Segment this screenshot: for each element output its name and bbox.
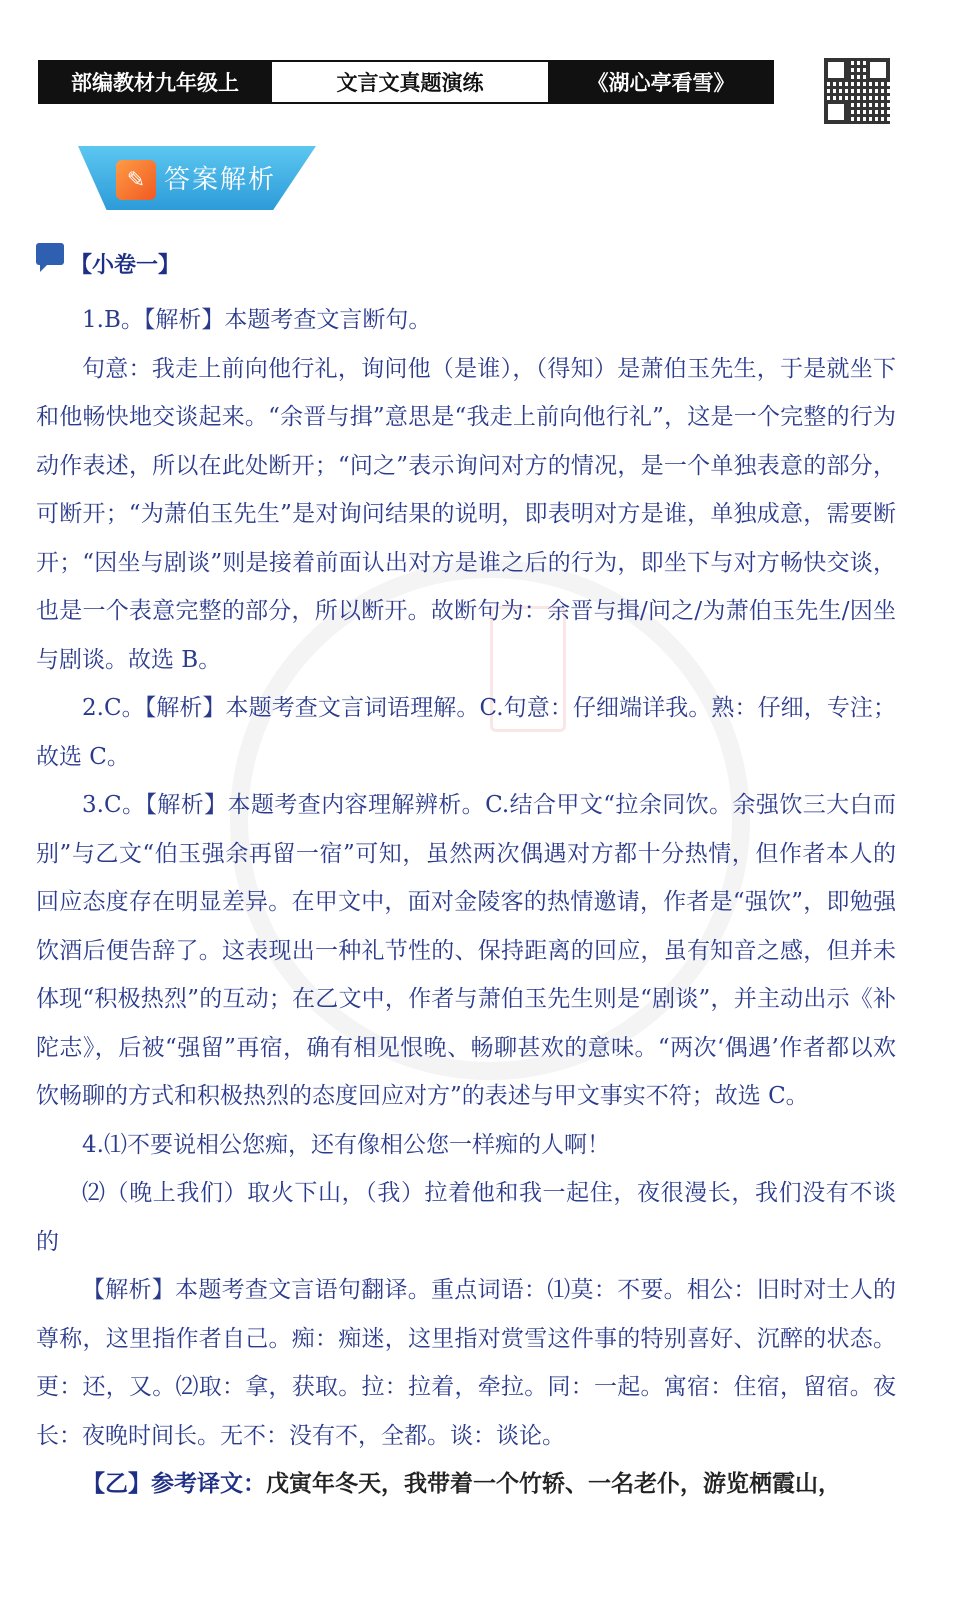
reference-label: 【乙】参考译文： <box>82 1470 266 1497</box>
reference-translation <box>36 1460 896 1509</box>
header-bar <box>38 60 774 104</box>
banner-label: 答案解析 <box>164 165 277 195</box>
section-title: 【小卷一】 <box>70 253 181 278</box>
answer-3: 3.C。【解析】本题考查内容理解辨析。C.结合甲文“拉余同饮。余强饮三大白而别”与乙文“伯玉强余再留一宿”可知，虽然两次偶遇对方都十分热情，但作者本人的回应态度存在明显差异。在甲文中，面对金陵客的热情邀请，作者是“强饮”，即勉强饮酒后便告辞了。这表现出一种礼节性的、保持距离的回应，虽有知音之感，但并未体现“积极热烈”的互动；在乙文中，作者与萧伯玉先生则是“剧谈”，并主动出示《补陀志》，后被“强留”再宿，确有相见恨晚、畅聊甚欢的意味。“两次‘偶遇’作者都以欢饮畅聊的方式和积极热烈的态度回应对方”的表述与甲文事实不符；故选 C。 <box>36 792 896 1109</box>
reference-text: 戊寅年冬天，我带着一个竹轿、一名老仆，游览栖霞山， <box>266 1470 841 1497</box>
header-grade: 部编教材九年级上 <box>40 62 270 102</box>
answer-4-part2: ⑵（晚上我们）取火下山，（我）拉着他和我一起住，夜很漫长，我们没有不谈的 <box>36 1180 896 1255</box>
header-topic: 文言文真题演练 <box>270 62 550 102</box>
answer-1-explanation: 句意：我走上前向他行礼，询问他（是谁），（得知）是萧伯玉先生，于是就坐下和他畅快地交谈起来。“余晋与揖”意思是“我走上前向他行礼”，这是一个完整的行为动作表述，所以在此处断开；“问之”表示询问对方的情况，是一个单独表意的部分，可断开；“为萧伯玉先生”是对询问结果的说明，即表明对方是谁，单独成意，需要断开；“因坐与剧谈”则是接着前面认出对方是谁之后的行为，即坐下与对方畅快交谈，也是一个表意完整的部分，所以断开。故断句为：余晋与揖/问之/为萧伯玉先生/因坐与剧谈。故选 B。 <box>36 355 896 673</box>
header-title: 《湖心亭看雪》 <box>550 62 772 102</box>
answer-4-part1: 4.⑴不要说相公您痴，还有像相公您一样痴的人啊！ <box>82 1131 610 1158</box>
pencil-note-icon: ✎ <box>116 160 156 200</box>
answer-content <box>36 296 896 1509</box>
qr-code-icon <box>824 58 890 124</box>
answer-2: 2.C。【解析】本题考查文言词语理解。C.句意：仔细端详我。熟：仔细，专注；故选 C。 <box>36 695 896 770</box>
speech-bubble-icon <box>36 243 64 265</box>
answer-4-explanation: 【解析】本题考查文言语句翻译。重点词语：⑴莫：不要。相公：旧时对士人的尊称，这里指作者自己。痴：痴迷，这里指对赏雪这件事的特别喜好、沉醉的状态。更：还，又。⑵取：拿，获取。拉：拉着，牵拉。同：一起。寓宿：住宿，留宿。夜长：夜晚时间长。无不：没有不，全都。谈：谈论。 <box>36 1277 896 1449</box>
answer-1-heading: 1.B。【解析】本题考查文言断句。 <box>82 307 432 333</box>
